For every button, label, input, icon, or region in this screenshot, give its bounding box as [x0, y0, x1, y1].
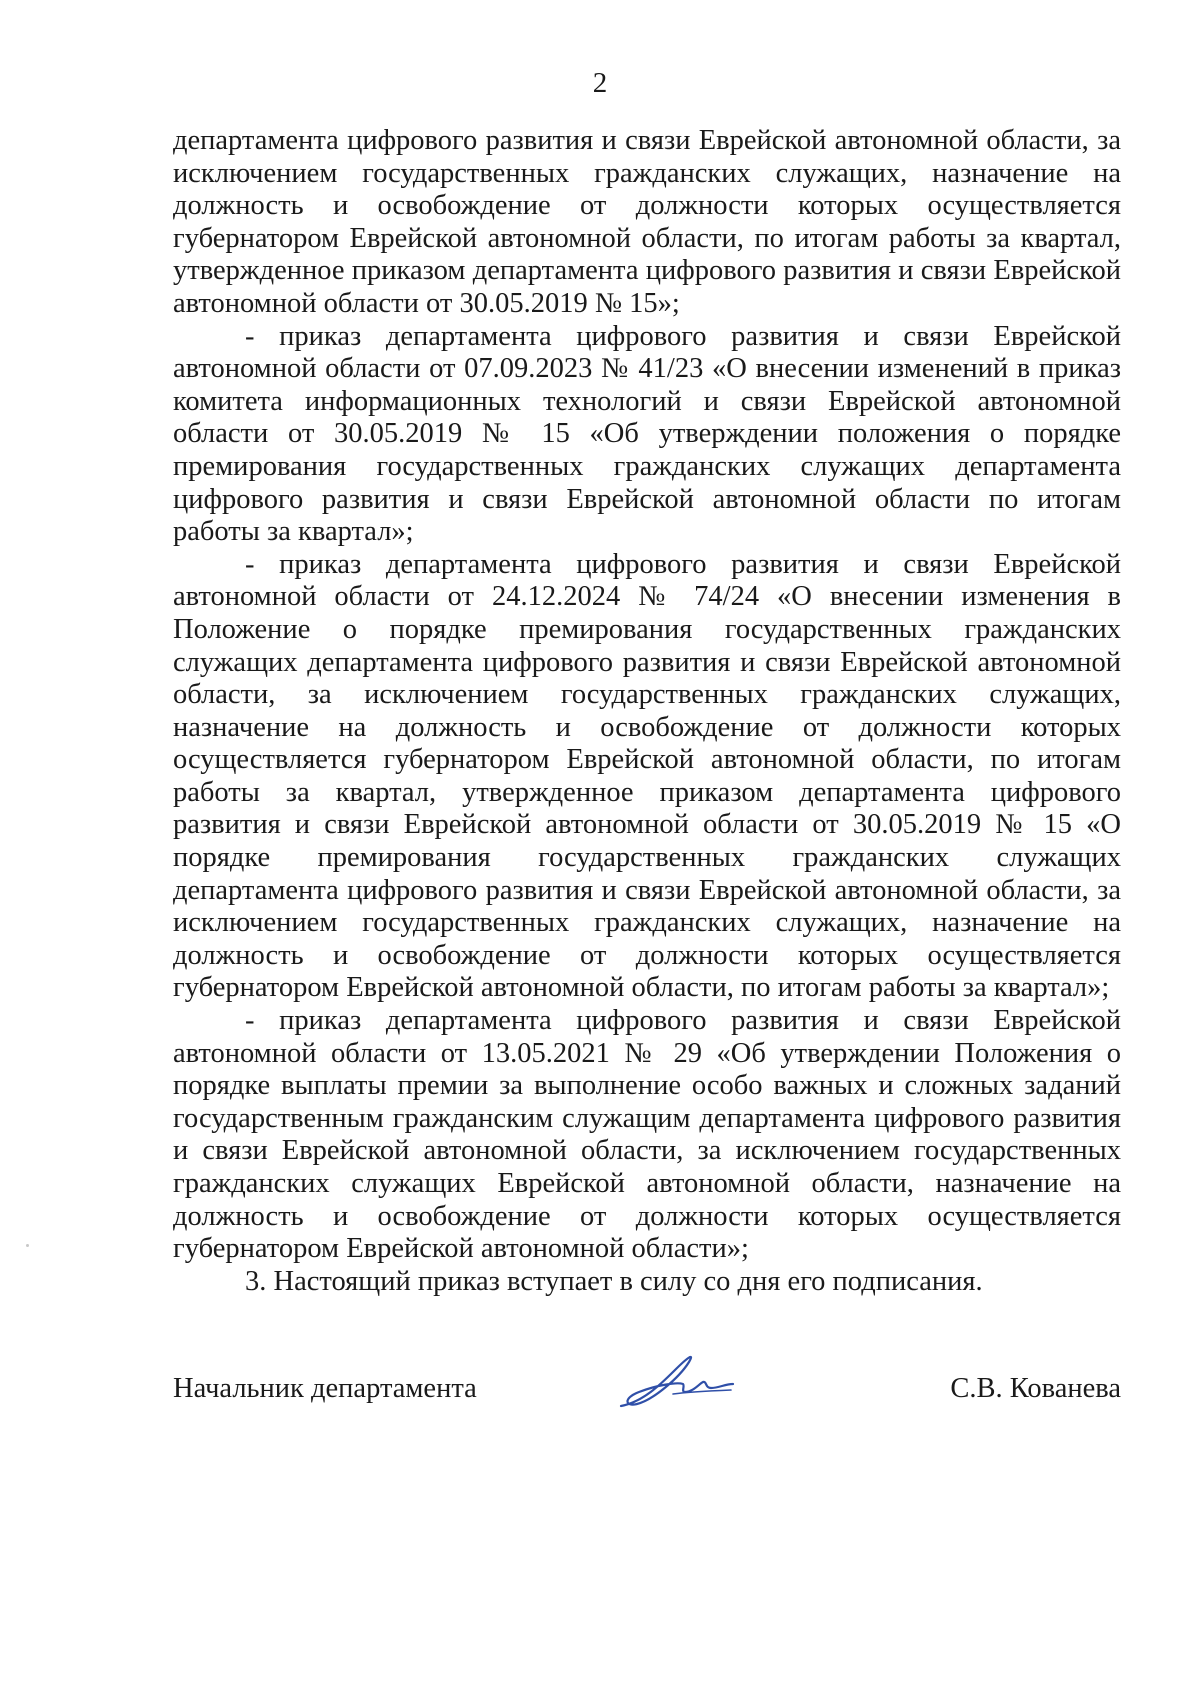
handwritten-signature: [613, 1348, 743, 1418]
list-item-order-74-24: - приказ департамента цифрового развития и связи Еврейской автономной области от 24.12.2024 № 74/24 «О внесении изменения в Положение о порядке премирования государственных гражданских служащих департамента цифрового развития и связи Еврейской автономной области, за исключением государственных гражданских служащих, назначение на должность и освобождение от должности которых осуществляется губернатором Еврейской автономной области, по итогам работы за квартал, утвержденное приказом департамента цифрового развития и связи Еврейской автономной области от 30.05.2019 № 15 «О порядке премирования государственных гражданских служащих департамента цифрового развития и связи Еврейской автономной области, за исключением государственных гражданских служащих, назначение на должность и освобождение от должности которых осуществляется губернатором Еврейской автономной области, по итогам работы за квартал»;: [173, 548, 1121, 1004]
clause-3-effective-date: 3. Настоящий приказ вступает в силу со дня его подписания.: [245, 1265, 983, 1297]
scan-artifact-dot: [26, 1244, 29, 1247]
document-body: [173, 125, 1121, 1298]
page-number: 2: [592, 67, 608, 99]
paragraph-continuation: департамента цифрового развития и связи Еврейской автономной области, за исключением государственных гражданских служащих, назначение на должность и освобождение от должности которых осуществляется губернатором Еврейской автономной области, по итогам работы за квартал, утвержденное приказом департамента цифрового развития и связи Еврейской автономной области от 30.05.2019 № 15»;: [173, 125, 1121, 319]
signer-name: С.В. Кованева: [950, 1373, 1121, 1404]
list-item-order-41-23: - приказ департамента цифрового развития и связи Еврейской автономной области от 07.09.2023 № 41/23 «О внесении изменений в приказ комитета информационных технологий и связи Еврейской автономной области от 30.05.2019 № 15 «Об утверждении положения о порядке премирования государственных гражданских служащих департамента цифрового развития и связи Еврейской автономной области по итогам работы за квартал»;: [173, 320, 1121, 548]
signature-block: [173, 1356, 1121, 1436]
list-item-order-29: - приказ департамента цифрового развития и связи Еврейской автономной области от 13.05.2021 № 29 «Об утверждении Положения о порядке выплаты премии за выполнение особо важных и сложных заданий государственным гражданским служащим департамента цифрового развития и связи Еврейской автономной области, за исключением государственных гражданских служащих Еврейской автономной области, назначение на должность и освобождение от должности которых осуществляется губернатором Еврейской автономной области»;: [173, 1005, 1121, 1265]
signer-position: Начальник департамента: [173, 1373, 477, 1404]
